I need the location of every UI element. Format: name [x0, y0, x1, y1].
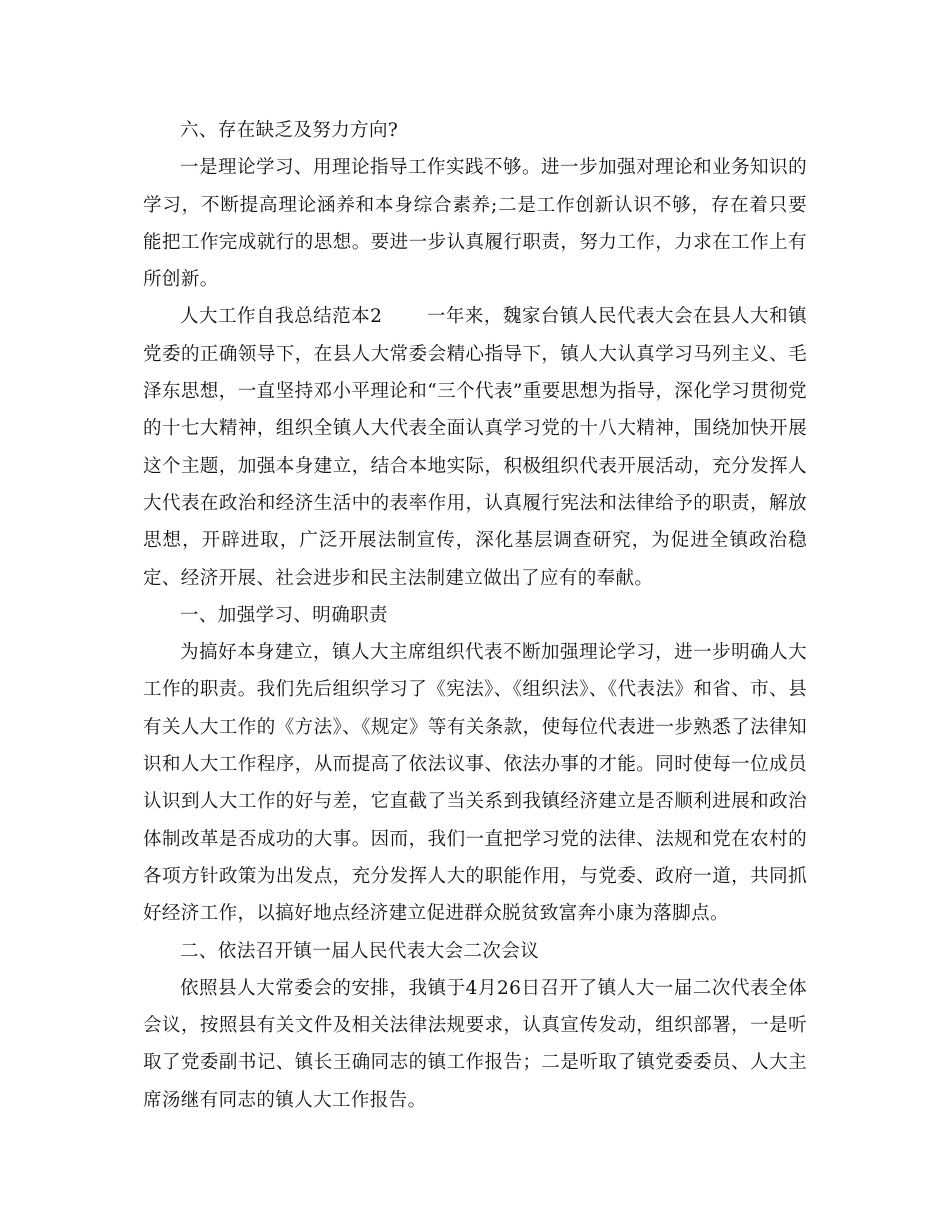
- paragraph-congress: 依照县人大常委会的安排，我镇于4月26日召开了镇人大一届二次代表全体会议，按照县有关文件及相关法律法规要求，认真宣传发动，组织部署，一是听取了党委副书记、镇长王确同志的镇工作报告；二是听取了镇党委委员、人大主席汤继有同志的镇人大工作报告。: [143, 977, 807, 1111]
- paragraph-study: 为搞好本身建立，镇人大主席组织代表不断加强理论学习，进一步明确人大工作的职责。我们先后组织学习了《宪法》、《组织法》、《代表法》和省、市、县有关人大工作的《方法》、《规定》等有关条款，使每位代表进一步熟悉了法律知识和人大工作程序，从而提高了依法议事、依法办事的才能。同时使每一位成员认识到人大工作的好与差，它直截了当关系到我镇经济建立是否顺利进展和政治体制改革是否成功的大事。因而，我们一直把学习党的法律、法规和党在农村的各项方针政策为出发点，充分发挥人大的职能作用，与党委、政府一道，共同抓好经济工作，以搞好地点经济建立促进群众脱贫致富奔小康为落脚点。: [143, 642, 807, 925]
- paragraph-deficiencies: 一是理论学习、用理论指导工作实践不够。进一步加强对理论和业务知识的学习，不断提高理论涵养和本身综合素养;二是工作创新认识不够，存在着只要能把工作完成就行的思想。要进一步认真履行职责，努力工作，力求在工作上有所创新。: [143, 157, 807, 291]
- heading-deficiencies: 六、存在缺乏及努力方向?: [180, 120, 399, 141]
- document-body: [143, 112, 807, 1119]
- section-title-summary-2: 人大工作自我总结范本2: [180, 306, 383, 328]
- heading-study: 一、加强学习、明确职责: [180, 604, 388, 626]
- paragraph-summary-2: [143, 298, 807, 596]
- paragraph-summary-2-text: 一年来，魏家台镇人民代表大会在县人大和镇党委的正确领导下，在县人大常委会精心指导下，镇人大认真学习马列主义、毛泽东思想，一直坚持邓小平理论和“三个代表”重要思想为指导，深化学习贯彻党的十七大精神，组织全镇人大代表全面认真学习党的十八大精神，围绕加快开展这个主题，加强本身建立，结合本地实际，积极组织代表开展活动，充分发挥人大代表在政治和经济生活中的表率作用，认真履行宪法和法律给予的职责，解放思想，开辟进取，广泛开展法制宣传，深化基层调查研究，为促进全镇政治稳定、经济开展、社会进步和民主法制建立做出了应有的奉献。: [143, 306, 807, 589]
- heading-congress: 二、依法召开镇一届人民代表大会二次会议: [180, 940, 540, 962]
